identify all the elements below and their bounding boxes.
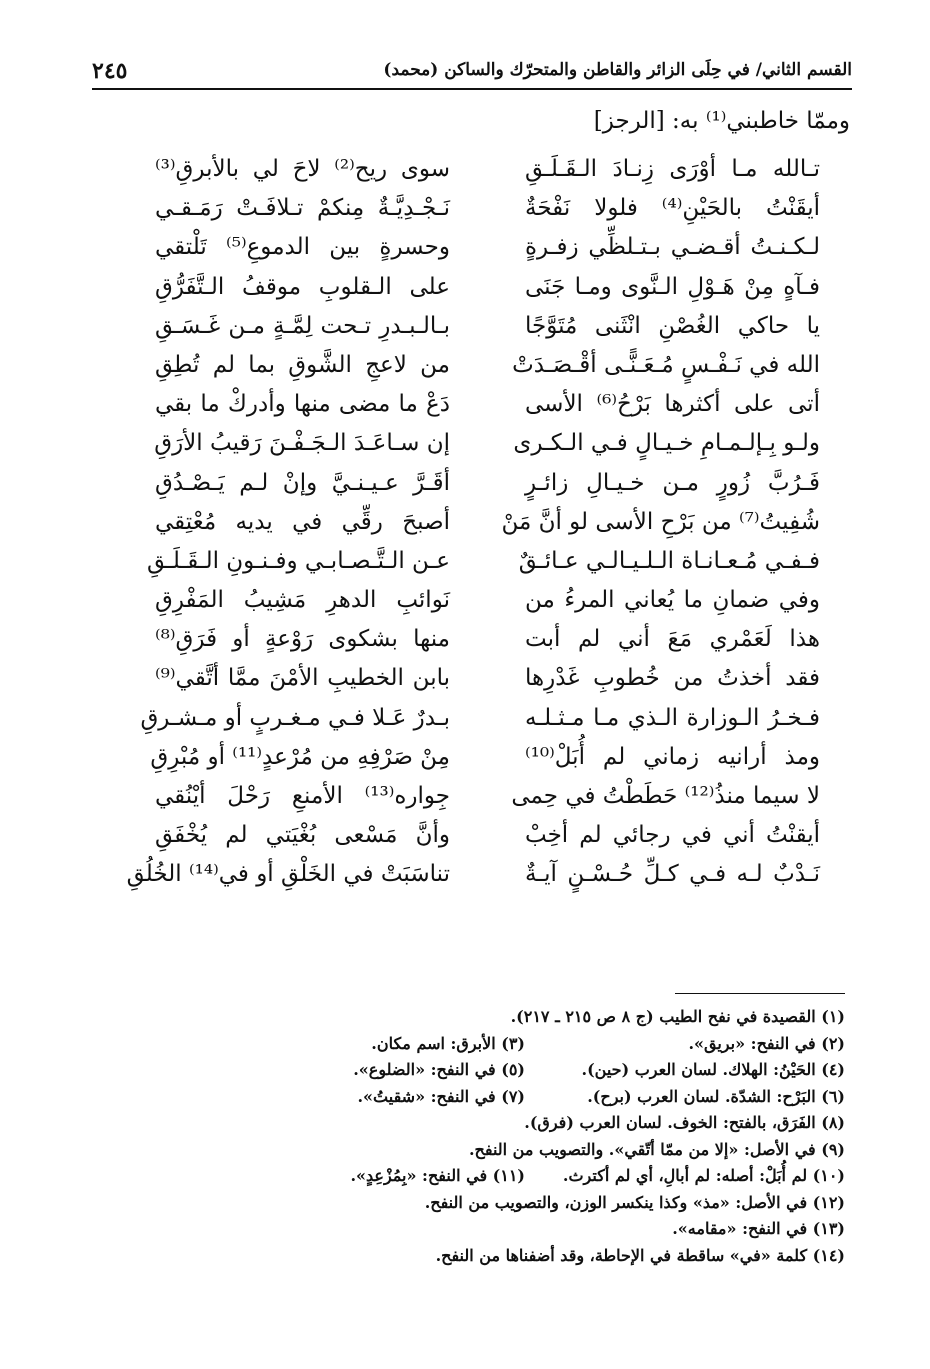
- verse: [150, 738, 820, 777]
- verse-first-hemistich: وفي ضمانِ ما يُعاني المرءُ من: [525, 587, 820, 614]
- verse-first-hemistich: لا سيما منذُ⁽¹²⁾ حَطَطْتُ في حِمى: [511, 783, 820, 809]
- verse: [140, 699, 820, 738]
- footnote: [225, 1243, 845, 1270]
- footnote-text: (١٠) لم أُبَلْ: أصله: لم أبالِ، أي لم أكترث.: [562, 1166, 845, 1185]
- verse: [155, 228, 820, 267]
- verse: [155, 307, 820, 346]
- verse-second-hemistich: أصبحَ رقِّي في يديه مُعْتِقي: [155, 508, 450, 535]
- verse-first-hemistich: نَـدْبٌ لـه فـي كـلِّ حُـسْـنٍ آيـةٌ: [525, 861, 820, 888]
- verse: [155, 503, 820, 542]
- verse-second-hemistich: من لاعجِ الشَّوقِ بما لم تُطِقِ: [155, 351, 450, 378]
- verse-second-hemistich: بـدرٌ عَـلا فـي مـغـربٍ أو مـشـرقِ: [140, 704, 450, 731]
- running-header: [92, 58, 852, 90]
- verse-first-hemistich: أتى على أكثرها بَرْحُ⁽⁶⁾ الأسى: [525, 391, 820, 418]
- verse: [146, 542, 820, 581]
- verse-second-hemistich: سوى ريح⁽²⁾ لاحَ لي بالأبرقِ⁽³⁾: [155, 156, 450, 182]
- footnote-text: (١) القصيدة في نفح الطيب (ج ٨ ص ٢١٥ ـ ٢١٧).: [510, 1007, 845, 1026]
- verse-first-hemistich: شُفِيتُ⁽⁷⁾ من بَرْحِ الأسى لو أنَّ مَنْ: [501, 508, 820, 535]
- verse-first-hemistich: فـآهٍ مِنْ هَـوْلِ الـنَّوى ومـا جَنَى: [525, 273, 820, 300]
- verse-first-hemistich: فَـرُبَّ زُورٍ مـن خـيـالِ زائـرٍ: [525, 469, 820, 496]
- footnote: [225, 1031, 845, 1058]
- footnote-separator: [675, 993, 845, 994]
- footnote: [225, 1084, 845, 1111]
- footnote-text: (٤) الحَيْنُ: الهلاك. لسان العرب (حين).: [581, 1060, 845, 1079]
- verse: [126, 855, 820, 894]
- footnote: [225, 1110, 845, 1137]
- verse: [155, 620, 820, 659]
- verse-second-hemistich: أقَـرَّ عـيـنـيَّ وإنْ لـم يَـصْـدُقِ: [155, 469, 450, 496]
- verse-first-hemistich: فـفـي مُـعـانـاة الـلـيـالـي عـائـقٌ: [518, 547, 820, 574]
- verse-second-hemistich: تناسَبَتْ في الخَلْقِ أو في⁽¹⁴⁾ الخُلُقِ: [126, 861, 450, 888]
- footnotes: [225, 1004, 845, 1269]
- verse: [155, 385, 820, 424]
- verse-first-hemistich: هذا لَعَمْري مَعَ أني لم أبت: [525, 626, 820, 653]
- verse-first-hemistich: أيقَنْتُ بالحَيْنِ⁽⁴⁾ فلولا نَفْحَةٌ: [525, 195, 821, 222]
- verse: [155, 424, 820, 463]
- poem: [126, 150, 821, 895]
- verse-second-hemistich: وحسرةٍ بين الدموعِ⁽⁵⁾ تَلْتقي: [155, 234, 450, 261]
- verse: [155, 816, 820, 855]
- footnote: [225, 1057, 845, 1084]
- footnote: [225, 1190, 845, 1217]
- footnote: [225, 1163, 845, 1190]
- verse-second-hemistich: وأنَّ مَسْعى بُغْيَتي لم يُخْفَقِ: [155, 822, 450, 849]
- verse-second-hemistich: نَوائبِ الدهرِ مَشِيبُ المَفْرِقِ: [155, 587, 450, 614]
- verse-first-hemistich: ولـو بِـإلـمـامِ خـيـالٍ فـي الـكـرى: [513, 430, 820, 457]
- verse-second-hemistich: مِنْ صَرْفِهِ من مُرْعدٍ⁽¹¹⁾ أو مُبْرِقِ: [150, 743, 450, 770]
- verse-second-hemistich: منها بشكوى رَوْعةٍ أو فَرَقِ⁽⁸⁾: [155, 626, 450, 653]
- verse: [155, 464, 820, 503]
- verse-first-hemistich: فـخـرُ الـوزارة الـذي مـا مـثـلـه: [525, 704, 820, 731]
- footnote-text: (١٣) في النفح: «مقامه».: [672, 1219, 845, 1238]
- verse: [155, 150, 820, 189]
- verse: [155, 659, 820, 698]
- verse-second-hemistich: جِواره⁽¹³⁾ الأمنعِ رَحْلَ أيْنُقي: [155, 783, 450, 809]
- verse-second-hemistich: على الـقلوبِ موقفُ الـتَّفَرُّقِ: [155, 273, 450, 300]
- footnote-text: (١٢) في الأصل: «مذ» وكذا ينكسر الوزن، والتصويب من النفح.: [424, 1192, 845, 1212]
- verse-second-hemistich: بابن الخطيبِ الأمْنَ ممَّا أتَّقي⁽⁹⁾: [155, 665, 450, 692]
- footnote-text: (٩) في الأصل: «إلا من ممّا أتّقي». والتصويب من النفح.: [468, 1139, 845, 1159]
- verse-second-hemistich: دَعْ ما مضى منها وأدركْ ما بقي: [155, 391, 450, 418]
- verse: [155, 777, 820, 816]
- verse: [155, 346, 820, 385]
- verse: [155, 189, 820, 228]
- footnote-text: (٦) البَرْح: الشدّة. لسان العرب (برح).: [587, 1086, 845, 1106]
- verse-second-hemistich: إن سـاعَـدَ الـجَـفْـنَ رَقيبُ الأرَقِ: [154, 430, 450, 457]
- footnote-text: (٨) الفَرَق، بالفتح: الخوف. لسان العرب (فرق).: [524, 1113, 845, 1132]
- verse-first-hemistich: لـكـنـتُ أقـضـي بـتـلظِّي زفـرةٍ: [525, 234, 820, 261]
- footnote-text: (٣) الأبرق: اسم مكان.: [371, 1033, 525, 1053]
- verse-first-hemistich: ومذ أرانيه زماني لم أُبَلْ⁽¹⁰⁾: [525, 743, 820, 770]
- verse: [155, 268, 820, 307]
- footnote: [225, 1216, 845, 1243]
- header-title: القسم الثاني/ في حِلَى الزائر والقاطن والمتحرّك والساكن (محمد): [383, 60, 852, 80]
- footnote-text: (١١) في النفح: «بِمُزْعِدٍ».: [350, 1166, 525, 1185]
- verse-second-hemistich: عـن الـتَّـصـابـي وفـنـونِ الـقَـلَـقِ: [146, 547, 450, 574]
- verse-second-hemistich: بـالـبـدرِ تـحت لِمَّـةٍ مـن غَـسَـقِ: [155, 312, 450, 339]
- footnote: [225, 1137, 845, 1164]
- verse-second-hemistich: نَـجْـدِيَّـةٌ مِنكمْ تـلافَـتْ رَمَـقـي: [155, 195, 450, 222]
- footnote-text: (٥) في النفح: «الضلوع».: [353, 1060, 525, 1079]
- footnote-text: (١٤) كلمة «في» ساقطة في الإحاطة، وقد أضفناها من النفح.: [435, 1245, 845, 1265]
- page-number: ٢٤٥: [92, 58, 128, 84]
- verse-first-hemistich: فقد أخذتُ من خُطوبِ غَدْرِها: [525, 665, 820, 692]
- footnote-text: (٢) في النفح: «بريق».: [688, 1033, 845, 1053]
- verse-first-hemistich: تـالله مـا أوْرَى زِنـادَ الـقَـلَـقِ: [525, 156, 820, 182]
- footnote-text: (٧) في النفح: «شقيتُ».: [357, 1086, 525, 1106]
- poem-intro: وممّا خاطبني⁽¹⁾ به: [الرجز]: [593, 108, 850, 134]
- verse-first-hemistich: يا حاكي الغُصْنِ انْثَنى مُتَوَّجًا: [525, 312, 820, 339]
- verse: [155, 581, 820, 620]
- footnote: [225, 1004, 845, 1031]
- verse-first-hemistich: الله في نَـفْـسٍ مُـعَـنًّـى أقْـصَـدَتْ: [512, 351, 820, 378]
- verse-first-hemistich: أيقنْتُ أني في رجائي لم أخِبْ: [525, 822, 820, 849]
